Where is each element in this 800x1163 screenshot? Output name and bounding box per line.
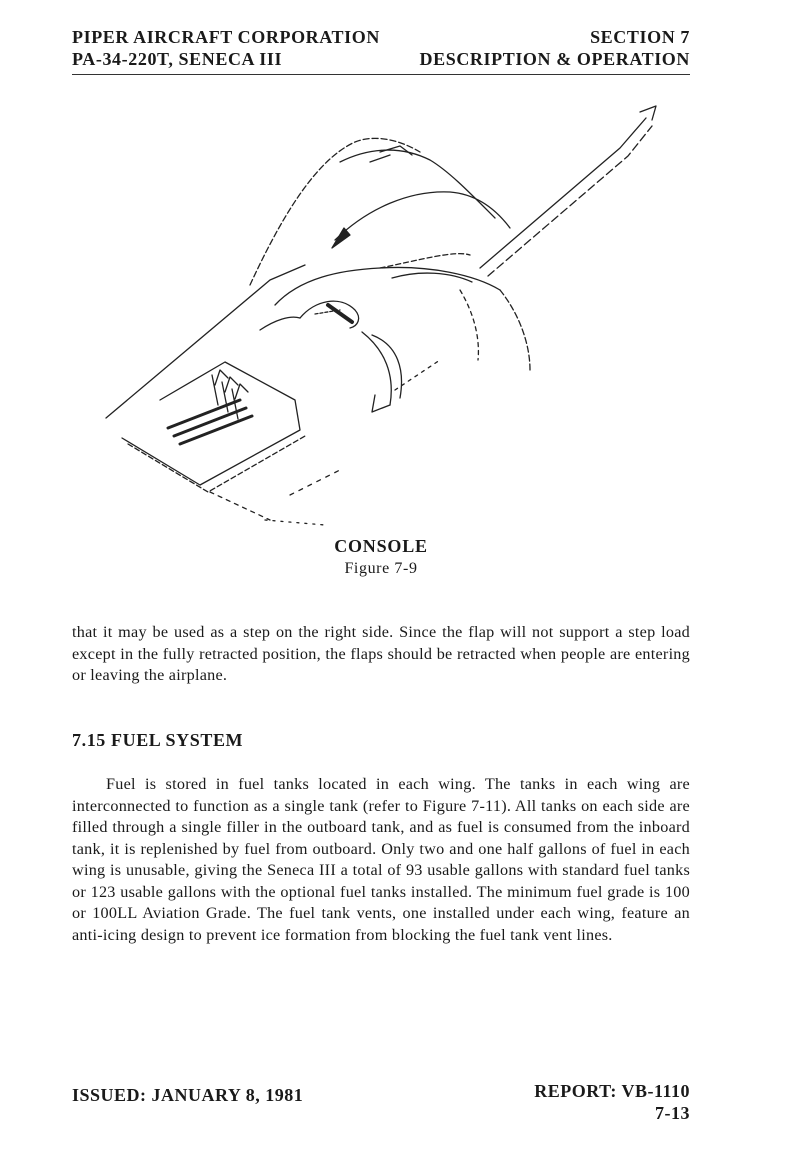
section-heading-fuel-system: 7.15 FUEL SYSTEM xyxy=(72,730,244,750)
header-model: PA-34-220T, SENECA III xyxy=(72,49,283,69)
header-rule xyxy=(72,74,690,75)
header-section-title: DESCRIPTION & OPERATION xyxy=(419,49,690,69)
console-illustration xyxy=(100,100,680,530)
paragraph-fuel-system: Fuel is stored in fuel tanks located in each wing. The tanks in each wing are interconnected to function as a single tank (refer to Figure 7-11). All tanks on each side are filled through a single filler in the outboard tank, and as fuel is consumed from the inboard tank, it is replenished by fuel from outboard. Only two and one half gallons of fuel in each wing is unusable, giving the Seneca III a total of 93 usable gallons with standard fuel tanks or 123 usable gallons with the optional fuel tanks installed. The minimum fuel grade is 100 or 100LL Aviation Grade. The fuel tank vents, one installed under each wing, feature an anti-icing design to prevent ice formation from blocking the fuel tank vent lines. xyxy=(72,775,690,944)
figure-caption: Figure 7-9 xyxy=(344,560,418,577)
footer-page-number: 7-13 xyxy=(655,1103,690,1123)
paragraph-flap-step: that it may be used as a step on the right side. Since the flap will not support a step load except in the fully retracted position, the flaps should be retracted when people are entering or leaving the airplane. xyxy=(72,623,690,684)
footer-issued-date: ISSUED: JANUARY 8, 1981 xyxy=(72,1085,304,1105)
header-company: PIPER AIRCRAFT CORPORATION xyxy=(72,27,380,47)
footer-report-number: REPORT: VB-1110 xyxy=(534,1081,690,1101)
header-section: SECTION 7 xyxy=(590,27,690,47)
figure-title: CONSOLE xyxy=(334,536,428,556)
